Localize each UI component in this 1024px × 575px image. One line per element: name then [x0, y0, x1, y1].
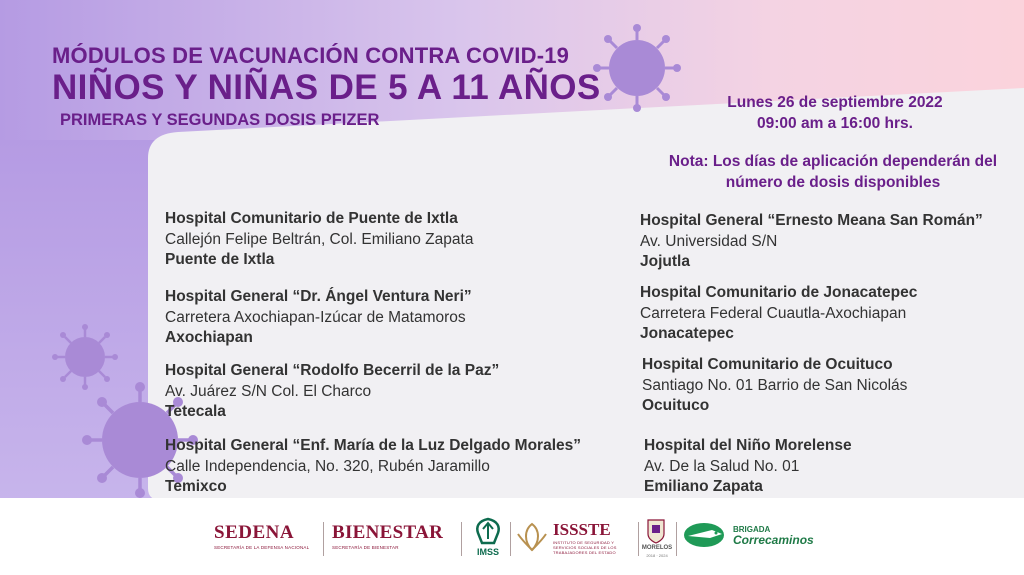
hospital-name: Hospital Comunitario de Ocuituco [642, 356, 893, 373]
hospital-name: Hospital Comunitario de Jonacatepec [640, 284, 918, 301]
header-line-1: MÓDULOS DE VACUNACIÓN CONTRA COVID-19 [52, 43, 570, 68]
hospital-entry [640, 211, 1020, 273]
virus-icon [52, 324, 118, 390]
bienestar-subtitle: SECRETARÍA DE BIENESTAR [332, 545, 399, 550]
hospital-address: Av. Juárez S/N Col. El Charco [165, 382, 372, 400]
virus-icon [593, 24, 681, 112]
hospital-city: Jonacatepec [640, 325, 734, 342]
hospital-address: Callejón Felipe Beltrán, Col. Emiliano Zapata [165, 230, 474, 248]
hospital-entry [165, 436, 635, 498]
hospital-address: Calle Independencia, No. 320, Rubén Jaramillo [165, 457, 490, 475]
correcaminos-bird-icon [682, 520, 728, 550]
hospital-city: Axochiapan [165, 329, 253, 346]
hospital-address: Av. De la Salud No. 01 [644, 457, 800, 475]
hospital-address: Carretera Federal Cuautla-Axochiapan [640, 304, 907, 322]
hospital-city: Temixco [165, 478, 227, 495]
schedule-hours: 09:00 am a 16:00 hrs. [757, 115, 913, 132]
header-line-3: PRIMERAS Y SEGUNDAS DOSIS PFIZER [60, 111, 380, 129]
hospital-entry [642, 355, 1020, 417]
hospital-city: Tetecala [165, 403, 226, 420]
sedena-logo: SEDENA [214, 522, 295, 543]
hospital-entry [165, 361, 635, 423]
footer-logos [0, 498, 1024, 575]
hospital-name: Hospital Comunitario de Puente de Ixtla [165, 210, 458, 227]
schedule-date: Lunes 26 de septiembre 2022 [727, 94, 943, 111]
hospital-city: Emiliano Zapata [644, 478, 763, 495]
correcaminos-label: Correcaminos [733, 533, 814, 547]
morelos-years: 2018 · 2024 [646, 553, 668, 558]
hospital-name: Hospital General “Ernesto Meana San Román” [640, 212, 983, 229]
note-block [646, 151, 1020, 193]
morelos-label: MORELOS [641, 545, 673, 551]
divider [676, 522, 677, 556]
hospital-name: Hospital General “Rodolfo Becerril de la Paz” [165, 362, 500, 379]
issste-subtitle: INSTITUTO DE SEGURIDAD Y SERVICIOS SOCIALES DE LOS TRABAJADORES DEL ESTADO [553, 540, 617, 555]
note-line-2: número de dosis disponibles [725, 174, 941, 191]
hospital-city: Ocuituco [642, 397, 710, 414]
divider [323, 522, 324, 556]
hospital-name: Hospital General “Dr. Ángel Ventura Neri” [165, 288, 472, 305]
hospital-city: Puente de Ixtla [165, 251, 275, 268]
hospital-entry [640, 283, 1020, 345]
divider [461, 522, 462, 556]
hospital-entry [165, 287, 635, 349]
hospital-entry [644, 436, 1020, 498]
hospital-address: Av. Universidad S/N [640, 232, 778, 250]
imss-label: IMSS [476, 547, 499, 557]
hospital-name: Hospital del Niño Morelense [644, 437, 852, 454]
note-line-1: Nota: Los días de aplicación dependerán del [668, 153, 998, 170]
divider [510, 522, 511, 556]
bienestar-logo: BIENESTAR [332, 522, 444, 543]
page-title: NIÑOS Y NIÑAS DE 5 A 11 AÑOS [52, 68, 601, 107]
hospital-entry [165, 209, 635, 271]
issste-emblem-icon [514, 520, 550, 554]
morelos-shield-icon [646, 518, 666, 544]
brigada-label: BRIGADA [733, 525, 771, 534]
hospital-address: Carretera Axochiapan-Izúcar de Matamoros [165, 308, 466, 326]
schedule-block [690, 92, 980, 134]
hospital-address: Santiago No. 01 Barrio de San Nicolás [642, 376, 908, 394]
issste-logo: ISSSTE [553, 520, 611, 539]
hospital-city: Jojutla [640, 253, 690, 270]
sedena-subtitle: SECRETARÍA DE LA DEFENSA NACIONAL [214, 545, 310, 550]
hospital-name: Hospital General “Enf. María de la Luz Delgado Morales” [165, 437, 582, 454]
